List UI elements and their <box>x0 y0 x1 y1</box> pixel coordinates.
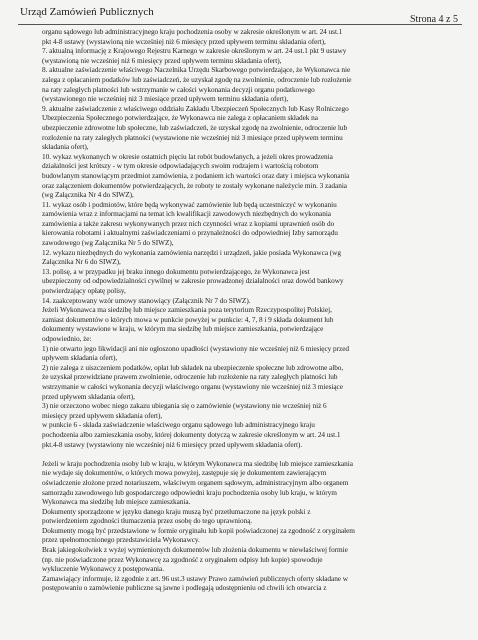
text-line: 9. aktualne zaświadczenie z właściwego oddziału Zakładu Ubezpieczeń Społecznych lub Kasy Rolniczego <box>42 103 349 113</box>
text-line: zamiast dokumentów o których mowa w punkcie powyżej w punkcie: 4, 7, 8 i 9 składa dokument lub <box>42 314 334 324</box>
text-line: Zamawiający informuje, iż zgodnie z art. 96 ust.3 ustawy Prawo zamówień publicznych oferty składane w <box>42 573 348 583</box>
text-line: zamówienia a także zakresu wykonywanych przez nich czynności wraz z kopiami uprawnień osób do <box>42 218 335 228</box>
text-line: 3) nie orzeczono wobec niego zakazu ubiegania się o zamówienie (wystawiony nie wcześniej niż 6 <box>42 401 327 411</box>
text-line: miesięcy przed upływem składania ofert), <box>42 410 163 420</box>
text-line: organu sądowego lub administracyjnego kraju pochodzenia osoby w zakresie określonym w art. 24 ust.1 <box>42 27 343 36</box>
text-line: działalności jest krótszy - w tym okresie odpowiadających swoim rodzajem i wartością robotom <box>42 161 319 171</box>
text-line: 10. wykaz wykonanych w okresie ostatnich pięciu lat robót budowlanych, a jeżeli okres prowadzenia <box>42 151 333 161</box>
text-line: dokumenty wystawione w kraju, w którym ma siedzibę lub miejsce zamieszkania, potwierdzające <box>42 324 324 334</box>
text-line: 7. aktualną informację z Krajowego Rejestru Karnego w zakresie określonym w art. 24 ust.1 pkt 9 ustawy <box>42 46 347 56</box>
text-line: pkt 4-8 ustawy (wystawioną nie wcześniej niż 6 miesięcy przed upływem terminu składania ofert), <box>42 36 326 46</box>
text-line: zawodowego (wg Załącznika Nr 5 do SIWZ), <box>42 238 174 248</box>
text-line: Ubezpieczenia Społecznego potwierdzające, że Wykonawca nie zalega z opłacaniem składek na <box>42 113 318 123</box>
text-line: przed upływem składania ofert), <box>42 391 135 401</box>
text-line: Dokumenty sporządzone w języku danego kraju muszą być przetłumaczone na język polski z <box>42 506 311 516</box>
text-line: składania ofert), <box>42 142 89 152</box>
text-line: oświadczenie złożone przed notariuszem, właściwym organem sądowym, administracyjnym albo organem <box>42 477 349 487</box>
text-line: potwierdzeniem zgodności tłumaczenia przez osobę do tego uprawnioną. <box>42 516 253 526</box>
text-line: przez upełnomocnionego przedstawiciela Wykonawcy. <box>42 535 200 545</box>
text-line: (wg Załącznika Nr 4 do SIWZ), <box>42 190 134 200</box>
text-line: postępowaniu o zamówienie publiczne są jawne i podlegają udostępnieniu od chwili ich otwarcia z <box>42 583 327 593</box>
text-line: oraz załączeniem dokumentów potwierdzających, że roboty te zostały wykonane należycie min. 3 zadania <box>42 180 347 190</box>
text-line: 14. zaakceptowany wzór umowy stanowiący (Załącznik Nr 7 do SIWZ). <box>42 295 251 305</box>
text-line: 13. polisę, a w przypadku jej braku innego dokumentu potwierdzającego, że Wykonawca jest <box>42 266 310 276</box>
text-line: 11. wykaz osób i podmiotów, które będą wykonywać zamówienie lub będą uczestniczyć w wykonaniu <box>42 199 337 209</box>
text-line: wstrzymanie w całości wykonania decyzji właściwego organu (wystawiony nie wcześniej niż 3 miesiące <box>42 381 343 391</box>
text-line: Załącznika Nr 6 do SIWZ), <box>42 257 121 267</box>
text-line: 8. aktualne zaświadczenie właściwego Naczelnika Urzędu Skarbowego potwierdzające, że Wykonawca nie <box>42 65 351 75</box>
text-line: wykluczenie Wykonawcy z postępowania. <box>42 564 164 574</box>
text-line: że uzyskał przewidziane prawem zwolnienie, odroczenie lub rozłożenie na raty zaległych płatności lub <box>42 372 338 382</box>
paragraph-block-1 <box>42 27 462 449</box>
text-line: nie wydaje się dokumentów, o których mowa powyżej, zastępuje się je dokumentem zawierającym <box>42 468 327 478</box>
text-line: samorządu zawodowego lub gospodarczego odpowiedni kraju pochodzenia osoby lub kraju, w którym <box>42 487 337 497</box>
paragraph-block-2 <box>42 459 462 593</box>
text-line: na raty zaległych płatności lub wstrzymanie w całości wykonania decyzji organu podatkowego <box>42 84 315 94</box>
text-line: potwierdzający opłatę polisy, <box>42 286 126 296</box>
header-title: Urząd Zamówień Publicznych <box>20 6 154 18</box>
text-line: pochodzenia albo zamieszkania osoby, której dokumenty dotyczą w zakresie określonym w art. 24 ust.1 <box>42 429 341 439</box>
text-line: kierowania robotami i aktualnymi zaświadczeniami o przynależności do odpowiedniej Izby samorządu <box>42 228 338 238</box>
text-line: budowlanym stanowiącym przedmiot zamówienia, z podaniem ich wartości oraz daty i miejsca wykonania <box>42 170 350 180</box>
text-line: (np. nie poświadczone przez Wykonawcę za zgodność z oryginałem odpisy lub kopie) spowoduje <box>42 554 323 564</box>
text-line: Dokumenty mogą być przedstawione w formie oryginału lub kopii poświadczonej za zgodność z oryginałem <box>42 525 355 535</box>
paragraph-gap <box>42 449 462 459</box>
text-line: upływem składania ofert), <box>42 353 118 363</box>
text-line: Wykonawca ma siedzibę lub miejsce zamieszkania. <box>42 497 191 507</box>
text-line: (wystawioną nie wcześniej niż 6 miesięcy przed upływem terminu składania ofert), <box>42 55 282 65</box>
text-line: odpowiednio, że: <box>42 334 92 343</box>
header-divider <box>18 24 462 25</box>
text-line: 1) nie otwarto jego likwidacji ani nie ogłoszono upadłości (wystawiony nie wcześniej niż 6 miesięcy przed <box>42 343 350 353</box>
text-line: pkt.4-8 ustawy (wystawiony nie wcześniej niż 6 miesięcy przed upływem składania ofert). <box>42 439 303 449</box>
text-line: ubezpieczony od odpowiedzialności cywilnej w zakresie prowadzonej działalności oraz dowód bankowy <box>42 276 344 286</box>
text-line: w punkcie 6 - składa zaświadczenie właściwego organu sądowego lub administracyjnego kraju <box>42 420 315 430</box>
text-line: zalega z opłacaniem podatków lub zaświadczeń, że uzyskał zgodę na zwolnienie, odroczenie lub rozłożenie <box>42 74 352 84</box>
text-line: rozłożenie na raty zaległych płatności (wystawione nie wcześniej niż 3 miesiące przed upływem terminu <box>42 132 343 142</box>
document-body <box>42 27 462 593</box>
text-line: zamówienia wraz z informacjami na temat ich kwalifikacji zawodowych niezbędnych do wykonania <box>42 209 331 219</box>
text-line: ubezpieczenie zdrowotne lub społeczne, lub zaświadczeń, że uzyskał zgodę na zwolnienie, odroczenie lub <box>42 122 348 132</box>
text-line: Jeżeli Wykonawca ma siedzibę lub miejsce zamieszkania poza terytorium Rzeczypospolitej Polskiej, <box>42 305 332 315</box>
text-line: (wystawionego nie wcześniej niż 3 miesiące przed upływem terminu składania ofert), <box>42 94 289 104</box>
page-number: Strona 4 z 5 <box>409 14 458 25</box>
text-line: 2) nie zalega z uiszczeniem podatków, opłat lub składek na ubezpieczenie społeczne lub zdrowotne albo, <box>42 362 344 372</box>
text-line: 12. wykazu niezbędnych do wykonania zamówienia narzędzi i urządzeń, jakie posiada Wykonawca (wg <box>42 247 341 257</box>
text-line: Brak jakiegokolwiek z wyżej wymienionych dokumentów lub złożenia dokumentu w niewłaściwej formie <box>42 545 348 555</box>
text-line: Jeżeli w kraju pochodzenia osoby lub w kraju, w którym Wykonawca ma siedzibę lub miejsce zamieszkania <box>42 458 353 468</box>
